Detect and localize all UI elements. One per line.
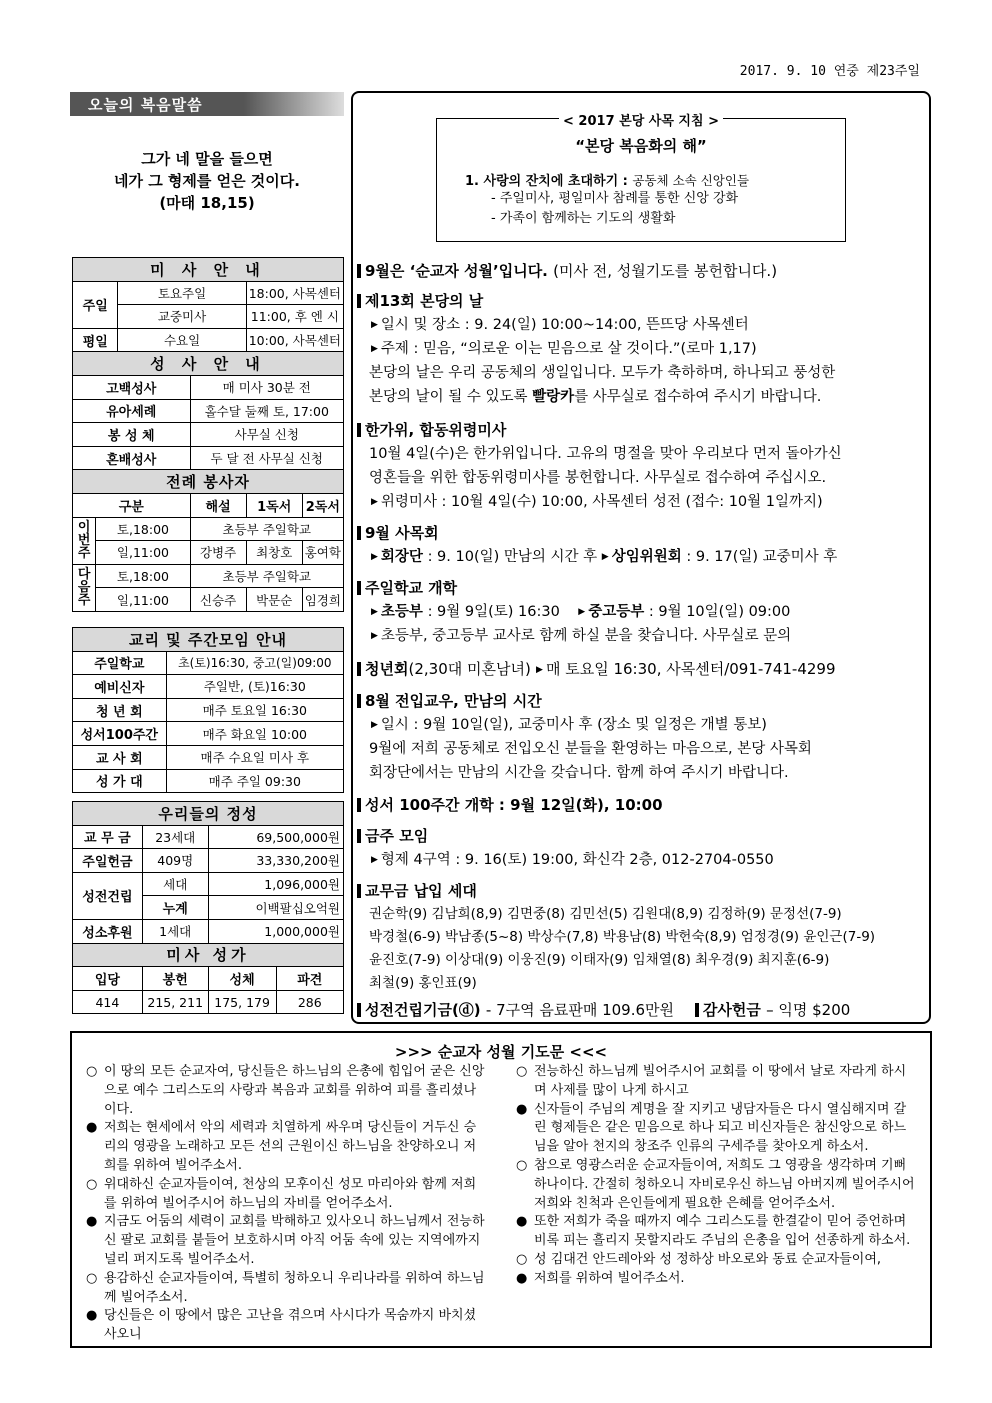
table-cell: 봉헌 bbox=[142, 967, 208, 991]
table-cell: 파견 bbox=[276, 967, 343, 991]
table-cell: 토,18:00 bbox=[96, 517, 190, 541]
table-cell: 구분 bbox=[73, 493, 191, 517]
table-cell: 매 미사 30분 전 bbox=[190, 375, 344, 399]
filled-circle-icon: ● bbox=[516, 1214, 528, 1230]
guideline-title: < 2017 본당 사목 지침 > bbox=[559, 114, 723, 129]
sacraments-title: 성 사 안 내 bbox=[73, 352, 344, 376]
table-cell: 69,500,000원 bbox=[208, 825, 343, 849]
open-circle-icon: ○ bbox=[86, 1064, 98, 1079]
table-cell: 1세대 bbox=[142, 919, 208, 943]
table-cell: 최창호 bbox=[246, 541, 302, 565]
prayer-verse-text: 당신들은 이 땅에서 많은 고난을 겪으며 사시다가 목숨까지 바치셨사오니 bbox=[104, 1308, 477, 1343]
prayer-verse-text: 저희는 현세에서 악의 세력과 치열하게 싸우며 당신들이 거두신 승리의 영광을 노래하고 모든 선의 근원이신 하느님을 찬양하오니 저희를 위하여 빌어주소서. bbox=[104, 1120, 477, 1173]
table-cell: 홍여학 bbox=[302, 541, 343, 565]
table-cell: 입당 bbox=[73, 967, 143, 991]
prayer-verse-text: 저희를 위하여 빌어주소서. bbox=[534, 1270, 685, 1286]
prayer-verse bbox=[510, 1101, 918, 1157]
mass-title: 미 사 안 내 bbox=[73, 258, 344, 282]
table-cell: 봉 성 체 bbox=[73, 423, 191, 447]
table-cell: 누계 bbox=[142, 896, 208, 920]
prayer-verse bbox=[510, 1157, 918, 1213]
table-cell: 일,11:00 bbox=[96, 588, 190, 612]
notice-youth: 청년회(2,30대 미혼남녀) ▶ 매 토요일 16:30, 사목센터/091-741-4299 bbox=[357, 657, 927, 682]
pastoral-guideline-box: < 2017 본당 사목 지침 > “본당 복음화의 해” 1. 사랑의 잔치에 초대하기 : 공동체 소속 신앙인들 - 주일미사, 평일미사 참례를 통한 신앙 강화 - 가족이 함께하는 기도의 생활화 bbox=[436, 118, 846, 242]
table-cell: 수요일 bbox=[118, 328, 246, 352]
table-cell: 175, 179 bbox=[208, 990, 276, 1014]
guideline-item: 1. 사랑의 잔치에 초대하기 : 공동체 소속 신앙인들 bbox=[465, 173, 750, 189]
table-cell: 성전건립 bbox=[73, 872, 143, 919]
prayer-verse-text: 위대하신 순교자들이여, 천상의 모후이신 성모 마리아와 함께 저희를 위하여 빌어주시어 하느님의 자비를 얻어주소서. bbox=[104, 1176, 477, 1211]
table-cell: 초(토)16:30, 중고(일)09:00 bbox=[166, 651, 343, 675]
table-cell: 일,11:00 bbox=[96, 541, 190, 565]
prayer-verse-text: 이 땅의 모든 순교자여, 당신들은 하느님의 은총에 힘입어 굳은 신앙으로 예수 그리스도의 사랑과 복음과 교회를 위하여 피를 흘리셨나이다. bbox=[104, 1064, 485, 1117]
table-cell: 10:00, 사목센터 bbox=[246, 328, 343, 352]
table-cell: 매주 토요일 16:30 bbox=[166, 698, 343, 722]
table-cell: 414 bbox=[73, 990, 143, 1014]
weekday-label: 평일 bbox=[73, 328, 118, 352]
notice-friday-meeting: 금주 모임 ▶ 형제 4구역 : 9. 16(토) 19:00, 화신각 2층, 012-2704-0550 bbox=[357, 824, 927, 872]
prayer-verse bbox=[80, 1307, 488, 1345]
table-cell: 사무실 신청 bbox=[190, 423, 344, 447]
prayer-verse bbox=[80, 1176, 488, 1214]
table-cell: 해설 bbox=[190, 493, 246, 517]
notice-newcomers: 8월 전입교우, 만남의 시간 ▶ 일시 : 9월 10일(일), 교중미사 후 (장소 및 일정은 개별 통보) 9월에 저희 공동체로 전입오신 분들을 환영하는 마음으로, 본당 사목회 회장단에서는 만남의 시간을 갖습니다. 함께 하여 주시기 바랍니다. bbox=[357, 689, 927, 785]
offerings-title: 우리들의 정성 bbox=[73, 802, 344, 826]
prayer-right-column bbox=[510, 1063, 918, 1289]
table-cell: 토요주일 bbox=[118, 281, 246, 305]
table-cell: 1,096,000원 bbox=[208, 872, 343, 896]
table-cell: 409명 bbox=[142, 849, 208, 873]
table-cell: 홀수달 둘째 토, 17:00 bbox=[190, 399, 344, 423]
notice-bible-study: 성서 100주간 개학 : 9월 12일(화), 10:00 bbox=[357, 793, 927, 817]
martyrs-prayer-box bbox=[70, 1031, 932, 1348]
filled-circle-icon: ● bbox=[516, 1101, 528, 1117]
table-cell: 토,18:00 bbox=[96, 564, 190, 588]
prayer-verse bbox=[510, 1063, 918, 1101]
table-cell: 강병주 bbox=[190, 541, 246, 565]
sunday-label: 주일 bbox=[73, 281, 118, 328]
meetings-table bbox=[72, 627, 344, 793]
filled-circle-icon: ● bbox=[86, 1214, 98, 1230]
bulletin-date: 2017. 9. 10 연중 제23주일 bbox=[739, 64, 920, 79]
open-circle-icon: ○ bbox=[516, 1251, 528, 1267]
table-cell: 초등부 주일학교 bbox=[190, 564, 344, 588]
table-cell: 교중미사 bbox=[118, 305, 246, 329]
gospel-heading: 오늘의 복음말씀 bbox=[70, 92, 344, 116]
next-week-label: 다음주 bbox=[73, 564, 96, 611]
guideline-theme: “본당 복음화의 해” bbox=[575, 137, 707, 155]
prayer-verse bbox=[80, 1213, 488, 1269]
table-cell: 교 무 금 bbox=[73, 825, 143, 849]
filled-circle-icon: ● bbox=[516, 1270, 528, 1286]
prayer-verse bbox=[80, 1119, 488, 1175]
prayer-verse bbox=[510, 1213, 918, 1251]
table-cell: 성소후원 bbox=[73, 919, 143, 943]
schedule-table bbox=[72, 257, 344, 612]
table-cell: 초등부 주일학교 bbox=[190, 517, 344, 541]
open-circle-icon: ○ bbox=[86, 1176, 98, 1192]
table-cell: 2독서 bbox=[302, 493, 343, 517]
gospel-verse: 그가 네 말을 들으면 네가 그 형제를 얻은 것이다. (마태 18,15) bbox=[114, 150, 300, 212]
table-cell: 임경희 bbox=[302, 588, 343, 612]
table-cell: 성서100주간 bbox=[73, 722, 167, 746]
prayer-verse bbox=[510, 1251, 918, 1270]
table-cell: 33,330,200원 bbox=[208, 849, 343, 873]
table-cell: 1독서 bbox=[246, 493, 302, 517]
prayer-verse-text: 전능하신 하느님께 빌어주시어 교회를 이 땅에서 날로 자라게 하시며 사제를 많이 나게 하시고 bbox=[534, 1064, 907, 1098]
table-cell: 성 가 대 bbox=[73, 769, 167, 793]
table-cell: 신승주 bbox=[190, 588, 246, 612]
notice-council: 9월 사목회 ▶ 회장단 : 9. 10(일) 만남의 시간 후 ▶ 상임위원회 : 9. 17(일) 교중미사 후 bbox=[357, 521, 927, 569]
table-cell: 286 bbox=[276, 990, 343, 1014]
table-cell: 박문순 bbox=[246, 588, 302, 612]
table-cell: 이백팔십오억원 bbox=[208, 896, 343, 920]
table-cell: 215, 211 bbox=[142, 990, 208, 1014]
table-cell: 두 달 전 사무실 신청 bbox=[190, 446, 344, 470]
notice-parish-day: 제13회 본당의 날 ▶ 일시 및 장소 : 9. 24(일) 10:00~14:00, 뜬뜨당 사목센터 ▶ 주제 : 믿음, “의로운 이는 믿음으로 살 것이다.”(로마 1,17) 본당의 날은 우리 공동체의 생일입니다. 모두가 축하하며, 하나되고 풍성한 본당의 날이 될 수 있도록 빨랑카를 사무실로 접수하여 주시기 바랍니다. bbox=[357, 289, 927, 409]
prayer-verse-text: 또한 저희가 죽을 때까지 예수 그리스도를 한결같이 믿어 증언하며 비록 피는 흘리지 못할지라도 주님의 은총을 입어 선종하게 하소서. bbox=[534, 1214, 911, 1249]
prayer-verse bbox=[80, 1063, 488, 1119]
table-cell: 유아세례 bbox=[73, 399, 191, 423]
table-cell: 교 사 회 bbox=[73, 745, 167, 769]
offerings-table bbox=[72, 801, 344, 1014]
open-circle-icon: ○ bbox=[86, 1270, 98, 1286]
open-circle-icon: ○ bbox=[516, 1157, 528, 1173]
table-cell: 혼배성사 bbox=[73, 446, 191, 470]
prayer-verse-text: 신자들이 주님의 계명을 잘 지키고 냉담자들은 다시 열심해지며 갈린 형제들은 같은 믿음으로 하나 되고 비신자들은 참신앙으로 하느님을 알아 천지의 창조주 인류의 구세주를 찾아오게 하소서. bbox=[534, 1101, 907, 1155]
notice-donations: 성전건립기금(ⓓ) - 7구역 음료판매 109.6만원 감사헌금 – 익명 $200 bbox=[357, 998, 927, 1022]
table-cell: 주일반, (토)16:30 bbox=[166, 675, 343, 699]
table-cell: 18:00, 사목센터 bbox=[246, 281, 343, 305]
filled-circle-icon: ● bbox=[86, 1308, 98, 1324]
open-circle-icon: ○ bbox=[516, 1064, 528, 1079]
table-cell: 주일학교 bbox=[73, 651, 167, 675]
table-cell: 11:00, 후 엔 시 bbox=[246, 305, 343, 329]
prayer-left-column bbox=[80, 1063, 488, 1345]
table-cell: 세대 bbox=[142, 872, 208, 896]
table-cell: 주일헌금 bbox=[73, 849, 143, 873]
this-week-label: 이번주 bbox=[73, 517, 96, 564]
table-cell: 청 년 회 bbox=[73, 698, 167, 722]
prayer-title: >>> 순교자 성월 기도문 <<< bbox=[394, 1043, 608, 1061]
notice-sunday-school: 주일학교 개학 ▶ 초등부 : 9월 9일(토) 16:30 ▶ 중고등부 : 9월 10일(일) 09:00 ▶ 초등부, 중고등부 교사로 함께 하실 분을 찾습니다. 사무실로 문의 bbox=[357, 576, 927, 648]
servers-title: 전례 봉사자 bbox=[73, 470, 344, 494]
prayer-verse-text: 용감하신 순교자들이여, 특별히 청하오니 우리나라를 위하여 하느님께 빌어주소서. bbox=[104, 1270, 485, 1305]
notice-chuseok: 한가위, 합동위령미사 10월 4일(수)은 한가위입니다. 고유의 명절을 맞아 우리보다 먼저 돌아가신 영혼들을 위한 합동위령미사를 봉헌합니다. 사무실로 접수하여 주십시오. ▶ 위령미사 : 10월 4일(수) 10:00, 사목센터 성전 (접수: 10월 1일까지) bbox=[357, 418, 927, 514]
table-cell: 매주 주일 09:30 bbox=[166, 769, 343, 793]
hymns-title: 미사 성가 bbox=[73, 943, 344, 967]
prayer-verse bbox=[80, 1270, 488, 1308]
prayer-verse-text: 지금도 어둠의 세력이 교회를 박해하고 있사오니 하느님께서 전능하신 팔로 교회를 붙들어 보호하시며 아직 어둠 속에 있는 지역에까지 널리 퍼지도록 빌어주소서. bbox=[104, 1214, 485, 1267]
table-cell: 고백성사 bbox=[73, 375, 191, 399]
table-cell: 매주 수요일 미사 후 bbox=[166, 745, 343, 769]
meetings-title: 교리 및 주간모임 안내 bbox=[73, 628, 344, 652]
table-cell: 성체 bbox=[208, 967, 276, 991]
table-cell: 예비신자 bbox=[73, 675, 167, 699]
filled-circle-icon: ● bbox=[86, 1120, 98, 1136]
prayer-verse-text: 성 김대건 안드레아와 성 정하상 바오로와 동료 순교자들이여, bbox=[534, 1251, 882, 1267]
table-cell: 매주 화요일 10:00 bbox=[166, 722, 343, 746]
prayer-verse bbox=[510, 1270, 918, 1289]
notice-martyrs-month: 9월은 ‘순교자 성월’입니다. (미사 전, 성월기도를 봉헌합니다.) bbox=[357, 259, 927, 283]
notice-dues: 교무금 납입 세대 권순학(9) 김남희(8,9) 김면중(8) 김민선(5) 김원대(8,9) 김정하(9) 문정선(7-9) 박경철(6-9) 박남종(5~8) 박상수(7,8) 박용남(8) 박헌숙(8,9) 엄정경(9) 윤인근(7-9) 윤진호(7-9) 이상대(9) 이웅진(9) 이태자(9) 임채열(8) 최우경(9) 최지훈(6-9) 최철(9) 홍인표(9) bbox=[357, 879, 927, 995]
table-cell: 1,000,000원 bbox=[208, 919, 343, 943]
prayer-verse-text: 참으로 영광스러운 순교자들이여, 저희도 그 영광을 생각하며 기뻐하나이다. 간절히 청하오니 자비로우신 하느님 아버지께 빌어주시어 저희와 친척과 은인들에게 필요한 은혜를 얻어주소서. bbox=[534, 1157, 915, 1211]
table-cell: 23세대 bbox=[142, 825, 208, 849]
